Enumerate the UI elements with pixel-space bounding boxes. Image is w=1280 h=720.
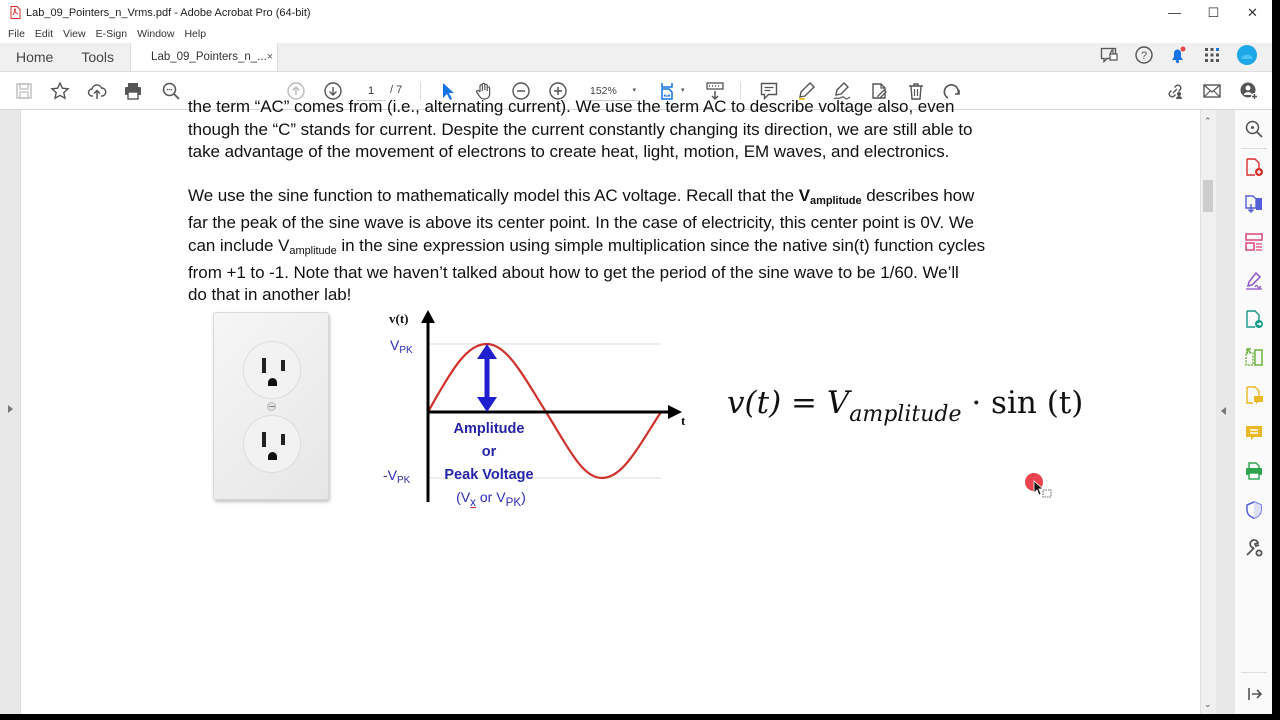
left-navigation-pane <box>0 110 21 714</box>
document-view: the term “AC” comes from (i.e., alternating current). We use the term AC to describe voltage also, even though the “C” stands for current. Despite the current constantly changing its direction, we are still able to take advantage of the movement of electrons to create heat, light, motion, EM waves, and electronics. We use the sine function to mathematically model this AC voltage. Recall that the $V_{amplitude}$ describes how far the peak of the sine wave is above its center point. In the case of electricity, this center point is 0V. We can include $V_{amplitude}$ in the sine expression using simple multiplication since the native sin(t) function cycles from +1 to -1. Note that we haven’t talked about how to get the period of the sine wave to be 1/60. We’ll do that in another lab! v(t) t $V_{PK}$ $-V_{PK}$ Amplitude or Peak Voltage ($V_x$ or $V_{PK}$) $v(t) = V_{amplitude} \cdot \sin (t)$ <box>21 110 1200 714</box>
vertical-scrollbar[interactable] <box>1200 110 1216 714</box>
menu-bar <box>0 25 1272 43</box>
more-tools-icon[interactable] <box>1243 537 1265 559</box>
y-axis-label: v(t) <box>389 311 409 326</box>
organize-pages-icon[interactable] <box>1243 231 1265 253</box>
account-avatar[interactable] <box>1236 44 1258 71</box>
search-zoom-icon[interactable] <box>160 80 182 102</box>
close-tab-icon[interactable]: × <box>266 51 274 63</box>
menu-file[interactable]: File <box>8 28 25 40</box>
menu-view[interactable]: View <box>63 28 86 40</box>
paragraph-line: can include $V_{amplitude}$ in the sine expression using simple multiplication since the native sin(t) function cycles <box>188 235 986 257</box>
notification-bell-icon[interactable] <box>1168 45 1188 70</box>
tab-document[interactable] <box>130 43 278 71</box>
compare-files-icon[interactable] <box>1243 346 1265 368</box>
pdf-file-icon <box>10 6 21 19</box>
paragraph-line: though the “C” stands for current. Despite the current constantly changing its direction, we are still able to <box>188 120 973 139</box>
email-icon[interactable] <box>1201 80 1223 102</box>
neg-vpk-label: $-V_{PK}$ <box>383 467 411 486</box>
create-pdf-icon[interactable] <box>1243 156 1265 178</box>
fill-sign-icon[interactable] <box>1243 270 1265 292</box>
svg-text:?: ? <box>1140 50 1148 62</box>
paragraph-line: from +1 to -1. Note that we haven’t talked about how to get the period of the sine wave to be 1/60. We’ll <box>188 262 959 282</box>
chevron-down-icon: ▾ <box>632 87 636 94</box>
help-icon[interactable] <box>1134 45 1154 70</box>
pane-divider <box>1241 672 1267 673</box>
chevron-down-icon[interactable]: ▾ <box>681 87 685 94</box>
export-pdf-icon[interactable] <box>1243 193 1265 215</box>
page-number-input[interactable]: 1 <box>356 81 386 101</box>
zoom-level-value: 152% <box>590 84 617 97</box>
collapse-pane-icon[interactable] <box>1243 683 1265 705</box>
pane-divider <box>1241 148 1267 149</box>
expand-left-pane-icon[interactable] <box>8 405 13 413</box>
paragraph-ac-intro <box>188 119 1108 164</box>
sine-wave-figure <box>376 307 696 527</box>
collapse-right-pane-icon[interactable] <box>1221 407 1226 415</box>
share-link-icon[interactable] <box>1164 80 1186 102</box>
paragraph-line: do that in another lab! <box>188 285 352 305</box>
window-title: Lab_09_Pointers_n_Vrms.pdf - Adobe Acrobat Pro (64-bit) <box>26 6 311 19</box>
protect-shield-icon[interactable] <box>1243 499 1265 521</box>
comment-icon[interactable] <box>1243 422 1265 444</box>
wall-outlet-image <box>213 312 329 500</box>
menu-edit[interactable]: Edit <box>34 28 54 40</box>
print-icon[interactable] <box>122 80 144 102</box>
title-bar <box>0 0 1272 25</box>
close-button[interactable]: ✕ <box>1247 4 1258 20</box>
paragraph-line: We use the sine function to mathematically model this AC voltage. Recall that the $V_{amplitude}$ describes how <box>188 186 975 207</box>
maximize-button[interactable]: ☐ <box>1207 4 1220 20</box>
document-tab-label: Lab_09_Pointers_n_... <box>151 51 267 63</box>
paragraph-line: far the peak of the sine wave is above its center point. In the case of electricity, this center point is 0V. We <box>188 213 974 233</box>
send-for-review-icon[interactable] <box>1243 308 1265 330</box>
paragraph-sine-model <box>188 185 1108 306</box>
print-production-icon[interactable] <box>1243 460 1265 482</box>
tools-pane <box>1234 110 1272 714</box>
tab-tools[interactable]: Tools <box>81 49 115 65</box>
vpk-label: $V_{PK}$ <box>390 337 413 356</box>
apps-grid-icon[interactable] <box>1202 45 1222 70</box>
x-axis-label: t <box>681 413 686 428</box>
outlet-receptacle <box>243 415 301 473</box>
save-icon[interactable] <box>13 80 35 102</box>
zoom-search-icon[interactable] <box>1243 118 1265 140</box>
menu-esign[interactable]: E-Sign <box>95 28 128 40</box>
bookmark-star-icon[interactable] <box>49 80 71 102</box>
right-pane-toggle <box>1216 110 1234 714</box>
page-total: / 7 <box>390 84 403 96</box>
scroll-down-icon[interactable]: ⌄ <box>1204 699 1212 709</box>
menu-window[interactable]: Window <box>137 28 175 40</box>
outlet-receptacle <box>243 341 301 399</box>
feedback-icon[interactable] <box>1100 46 1120 69</box>
upload-cloud-icon[interactable] <box>86 80 108 102</box>
tab-home[interactable]: Home <box>16 49 54 65</box>
scrollbar-thumb[interactable] <box>1203 180 1213 212</box>
add-user-icon[interactable] <box>1238 80 1260 102</box>
amplitude-label: Amplitude or Peak Voltage <box>444 421 534 483</box>
vx-vpk-label: ($V_x$ or $V_{PK}$) <box>456 489 526 509</box>
sine-formula: $v(t) = V_{amplitude} \cdot \sin (t)$ <box>727 385 1084 427</box>
tab-bar <box>0 43 1272 72</box>
mouse-cursor-icon <box>1033 480 1055 500</box>
scroll-up-icon[interactable]: ⌃ <box>1204 116 1212 126</box>
minimize-button[interactable]: — <box>1168 5 1181 20</box>
paragraph-line: take advantage of the movement of electrons to create heat, light, motion, EM waves, and electronics. <box>188 142 950 162</box>
comment-pdf-icon[interactable] <box>1243 384 1265 406</box>
outlet-screw <box>267 402 276 411</box>
menu-help[interactable]: Help <box>184 28 207 40</box>
